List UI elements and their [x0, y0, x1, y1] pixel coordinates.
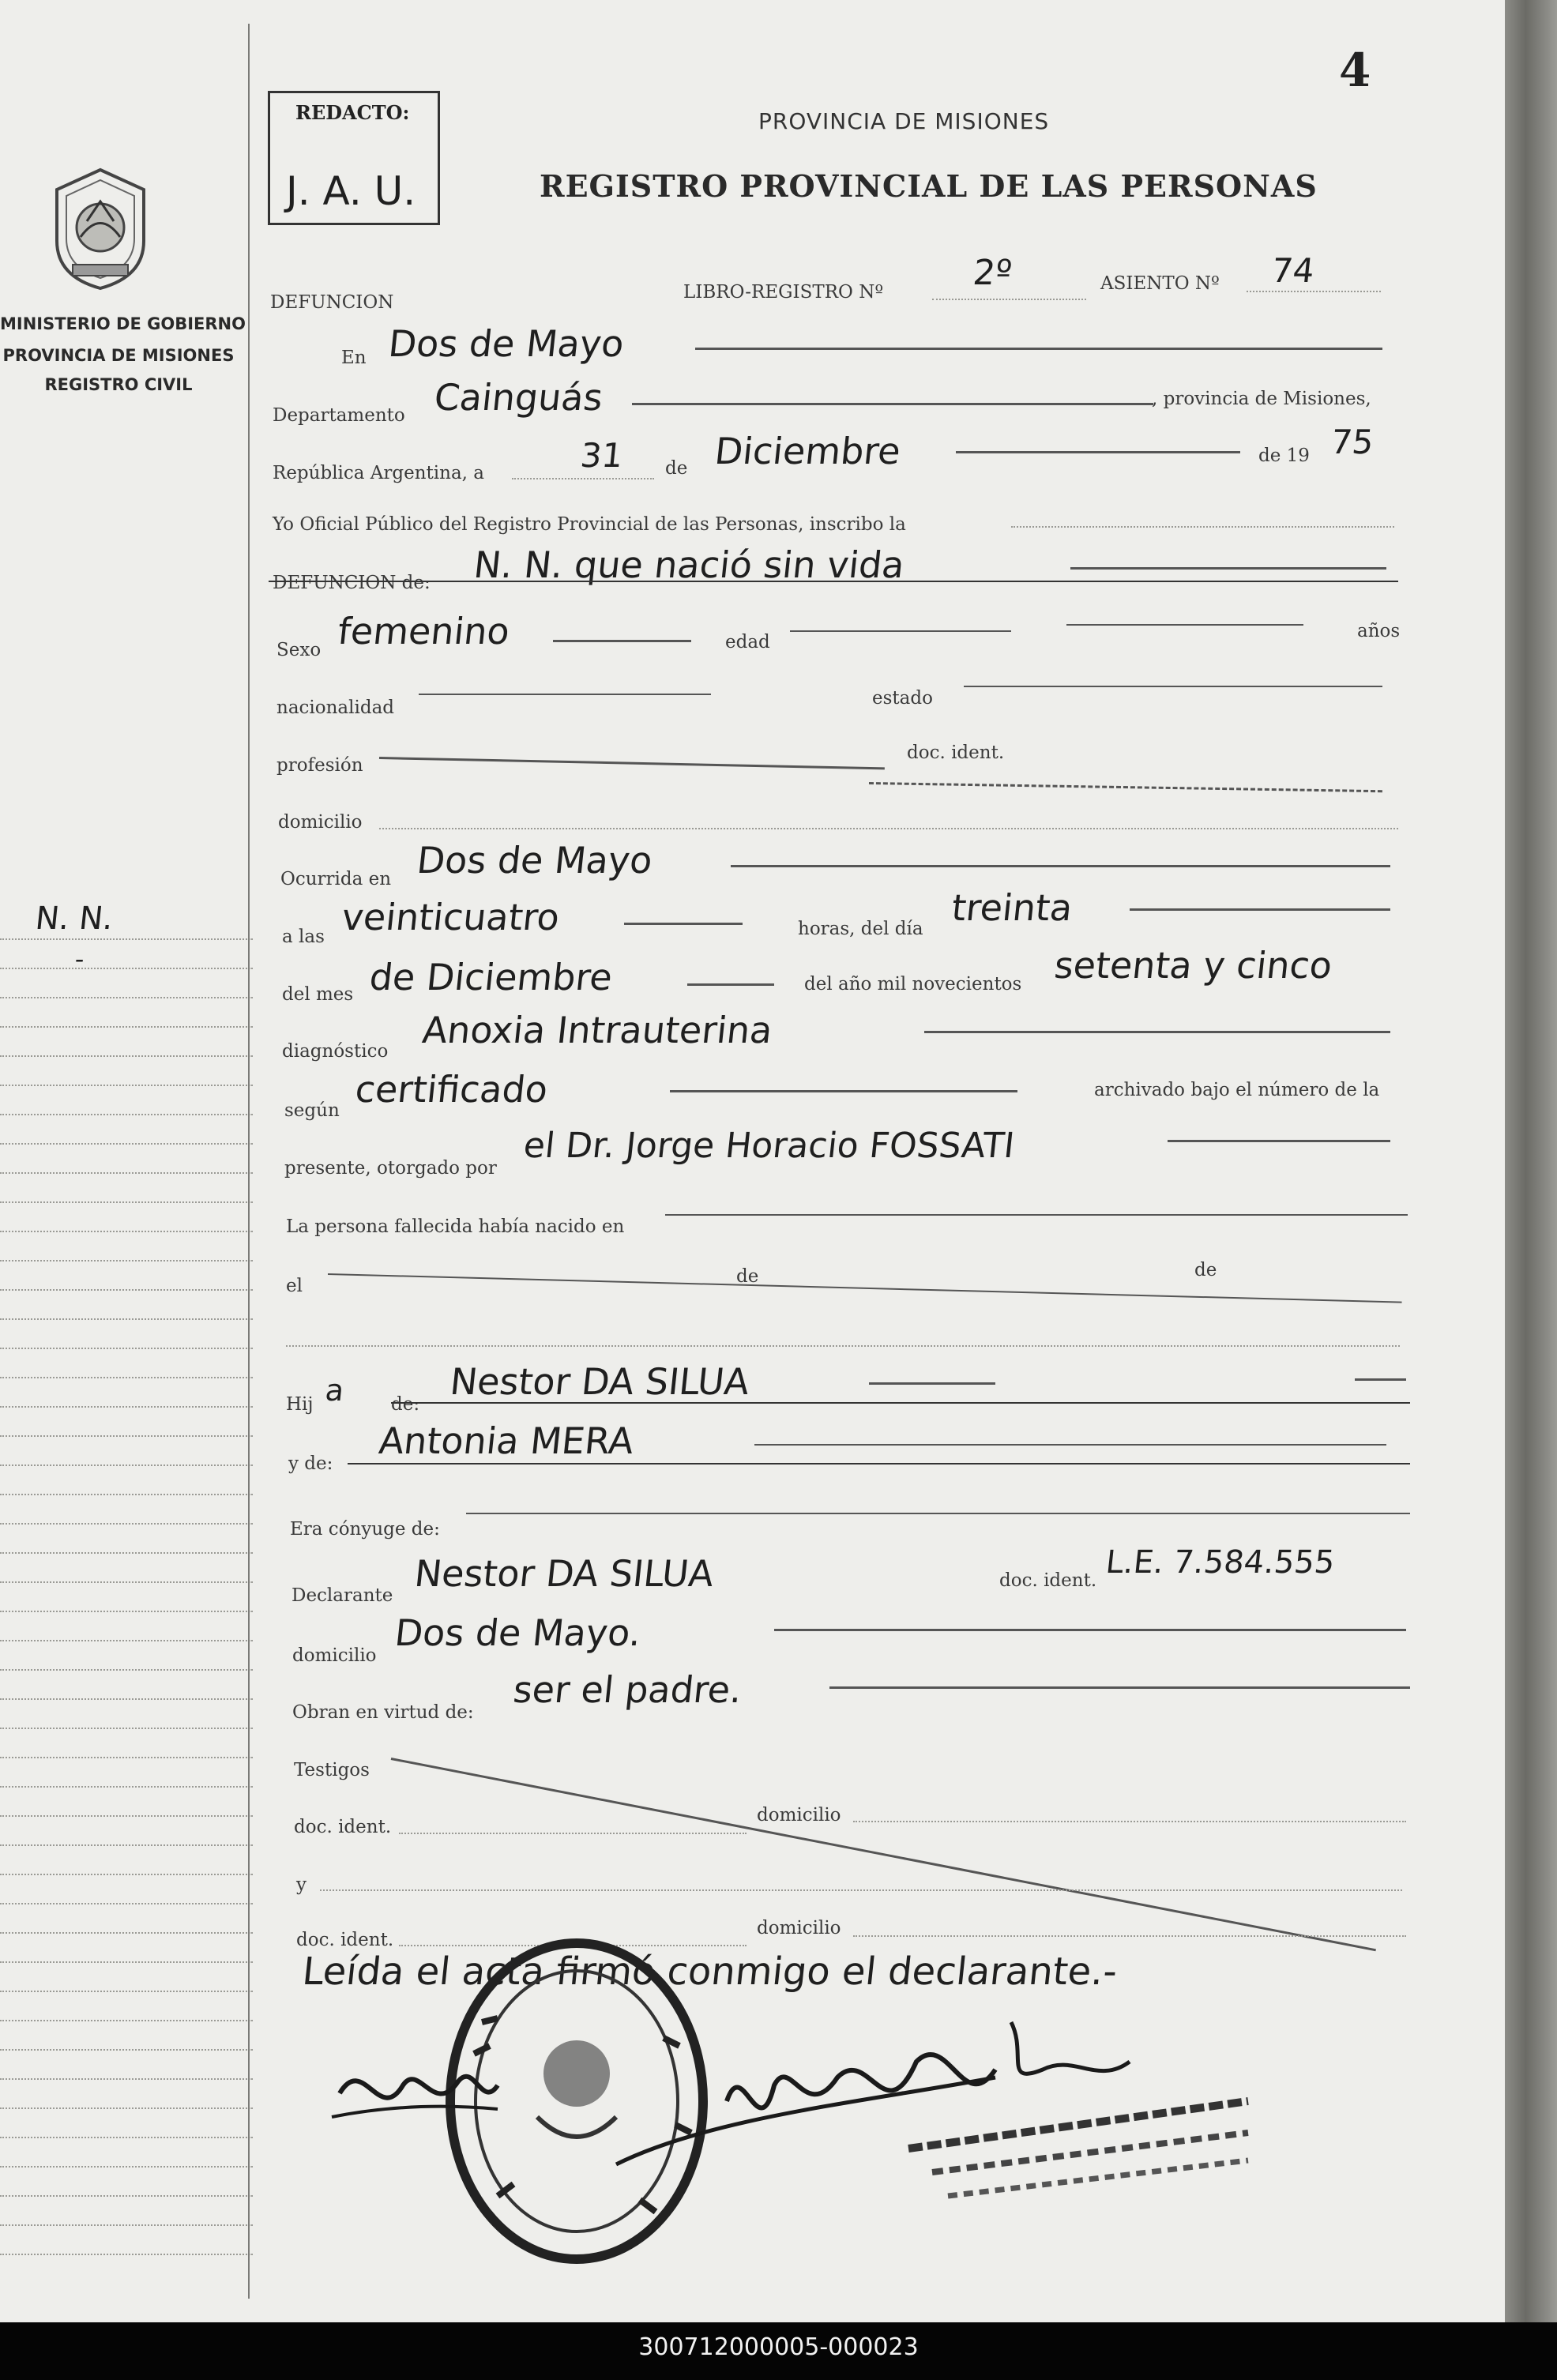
- margin-ruled-line: [0, 1874, 253, 1875]
- margin-ruled-line: [0, 1581, 253, 1583]
- anos-label: años: [1357, 621, 1401, 641]
- oficial-stamp-text-icon: [901, 2093, 1264, 2204]
- decl-domicilio-value: Dos de Mayo.: [393, 1611, 644, 1654]
- obran-fill-line: [829, 1686, 1410, 1689]
- segun-label: según: [284, 1100, 340, 1121]
- hija-suffix: a: [323, 1373, 346, 1408]
- decl-domicilio-label: domicilio: [292, 1645, 377, 1666]
- margin-ruled-line: [0, 1260, 253, 1261]
- margin-ruled-line: [0, 1494, 253, 1495]
- sexo-value: femenino: [336, 610, 512, 652]
- profesion-doc-strike: [869, 782, 1382, 792]
- margin-ruled-line: [0, 1961, 253, 1963]
- mes-fill-line: [956, 451, 1240, 453]
- year-prefix: de 19: [1258, 446, 1310, 466]
- declarante-label: Declarante: [291, 1585, 393, 1606]
- padre-fill-line: [869, 1382, 995, 1385]
- margin-ruled-line: [0, 1757, 253, 1758]
- del-mes-label: del mes: [282, 984, 354, 1005]
- province-heading: PROVINCIA DE MISIONES: [758, 108, 1050, 134]
- year-value: 75: [1329, 423, 1376, 461]
- org-line-provincia: PROVINCIA DE MISIONES: [2, 346, 235, 365]
- hija-de-label: de:: [391, 1394, 420, 1415]
- margin-ruled-line: [0, 1201, 253, 1203]
- footer-code: 300712000005-000023: [638, 2333, 919, 2361]
- misiones-coat-of-arms-icon: [49, 166, 152, 292]
- margin-ruled-line: [0, 1552, 253, 1554]
- dia-line: [512, 478, 654, 479]
- margin-ruled-line: [0, 2195, 253, 2197]
- domicilio-line: [379, 828, 1398, 829]
- madre-underline: [348, 1463, 1410, 1464]
- redacto-value: J. A. U.: [286, 168, 416, 214]
- margin-ruled-line: [0, 2137, 253, 2138]
- en-label: En: [341, 348, 367, 368]
- margin-ruled-line: [0, 1085, 253, 1086]
- t1-doc-label: doc. ident.: [294, 1817, 392, 1837]
- libro-label: LIBRO-REGISTRO Nº: [683, 282, 884, 303]
- el-de2-label: de: [1194, 1260, 1217, 1280]
- departamento-fill-line: [632, 403, 1153, 405]
- org-line-registro: REGISTRO CIVIL: [44, 375, 193, 394]
- margin-ruled-line: [0, 1318, 253, 1320]
- presente-fill-line: [1168, 1140, 1390, 1142]
- dia-texto-value: treinta: [950, 886, 1075, 929]
- declarante-value: Nestor DA SILUA: [412, 1552, 716, 1595]
- conyuge-fill-line: [466, 1513, 1410, 1514]
- margin-dash: -: [73, 944, 86, 974]
- margin-ruled-line: [0, 2224, 253, 2226]
- padre-value: Nestor DA SILUA: [448, 1360, 752, 1403]
- estado-fill-line: [964, 686, 1382, 687]
- margin-ruled-line: [0, 938, 253, 940]
- en-fill-line: [695, 348, 1382, 350]
- del-ano-value: setenta y cinco: [1052, 944, 1334, 987]
- margin-ruled-line: [0, 1698, 253, 1700]
- y-de-label: y de:: [288, 1453, 333, 1474]
- page-fold-line: [248, 24, 250, 2299]
- margin-ruled-line: [0, 1348, 253, 1349]
- margin-ruled-line: [0, 1435, 253, 1437]
- asiento-value: 74: [1269, 251, 1317, 290]
- margin-ruled-line: [0, 1669, 253, 1671]
- margin-ruled-line: [0, 2254, 253, 2255]
- archivado-label: archivado bajo el número de la: [1094, 1080, 1380, 1100]
- oficial-text: Yo Oficial Público del Registro Provincial de las Personas, inscribo la: [273, 514, 906, 535]
- diagnostico-fill-line: [924, 1031, 1390, 1033]
- presente-value: el Dr. Jorge Horacio FOSSATI: [521, 1126, 1017, 1166]
- madre-value: Antonia MERA: [377, 1419, 636, 1462]
- del-mes-value: de Diciembre: [367, 956, 615, 998]
- libro-line: [932, 299, 1086, 300]
- hija-label: Hij: [286, 1394, 314, 1415]
- margin-name: N. N.: [33, 900, 115, 937]
- margin-ruled-line: [0, 1172, 253, 1174]
- asiento-line: [1247, 291, 1381, 292]
- margin-ruled-line: [0, 997, 253, 998]
- margin-ruled-line: [0, 1903, 253, 1904]
- page-number: 4: [1339, 43, 1371, 97]
- footer-bar: [0, 2322, 1557, 2380]
- margin-ruled-line: [0, 1611, 253, 1612]
- margin-ruled-line: [0, 1464, 253, 1466]
- defuncion-de-label: DEFUNCION de:: [273, 573, 431, 593]
- margin-ruled-line: [0, 1523, 253, 1525]
- margin-ruled-line: [0, 1055, 253, 1057]
- del-mes-fill-line: [687, 983, 774, 986]
- t2-domicilio-line: [853, 1935, 1406, 1937]
- margin-ruled-line: [0, 2020, 253, 2021]
- el-label: el: [286, 1276, 303, 1296]
- y-label: y: [296, 1874, 307, 1895]
- asiento-label: ASIENTO Nº: [1100, 273, 1220, 294]
- en-value: Dos de Mayo: [386, 322, 626, 365]
- defuncion-fill-line: [1070, 567, 1386, 570]
- a-las-fill-line: [624, 923, 743, 925]
- sexo-label: Sexo: [276, 640, 322, 660]
- el-strike-line: [328, 1273, 1402, 1303]
- oficial-line: [1011, 526, 1394, 528]
- margin-ruled-line: [0, 2166, 253, 2168]
- org-line-ministerio: MINISTERIO DE GOBIERNO: [0, 314, 246, 333]
- testigos-label: Testigos: [294, 1760, 370, 1780]
- margin-ruled-line: [0, 1932, 253, 1934]
- margin-ruled-line: [0, 1026, 253, 1028]
- departamento-label: Departamento: [273, 405, 405, 426]
- margin-ruled-line: [0, 1991, 253, 1992]
- el-de1-label: de: [736, 1266, 759, 1287]
- margin-ruled-line: [0, 1786, 253, 1788]
- a-las-value: veinticuatro: [340, 896, 562, 938]
- republica-de-label: de: [665, 458, 688, 479]
- t2-doc-label: doc. ident.: [296, 1930, 394, 1950]
- margin-ruled-line: [0, 1640, 253, 1641]
- margin-ruled-line: [0, 1231, 253, 1232]
- margin-ruled-line: [0, 1114, 253, 1115]
- diagnostico-label: diagnóstico: [282, 1041, 389, 1062]
- dia-value: 31: [578, 436, 626, 475]
- t1-doc-line: [399, 1833, 747, 1834]
- margin-ruled-line: [0, 1815, 253, 1817]
- declarante-doc-label: doc. ident.: [999, 1570, 1097, 1591]
- margin-ruled-line: [0, 1143, 253, 1145]
- estado-label: estado: [872, 688, 933, 709]
- conyuge-label: Era cónyuge de:: [290, 1519, 440, 1540]
- closing-value: Leída el acta firmó conmigo el declarante.-: [300, 1949, 1119, 1994]
- record-type-label: DEFUNCION: [270, 292, 394, 313]
- defuncion-underline: [269, 581, 1398, 582]
- t1-domicilio-line: [853, 1821, 1406, 1822]
- margin-ruled-line: [0, 2107, 253, 2109]
- edad-label: edad: [725, 632, 770, 652]
- ocurrida-fill-line: [731, 865, 1390, 867]
- nacionalidad-fill-line: [419, 694, 711, 695]
- testigos-strike-line: [391, 1758, 1376, 1951]
- del-ano-label: del año mil novecientos: [804, 974, 1022, 994]
- decl-domicilio-fill-line: [774, 1629, 1406, 1631]
- redacto-label: REDACTO:: [295, 101, 410, 124]
- margin-ruled-line: [0, 1728, 253, 1729]
- segun-fill-line: [670, 1090, 1017, 1092]
- ocurrida-value: Dos de Mayo: [415, 839, 655, 882]
- redacto-box: [268, 91, 440, 225]
- t1-domicilio-label: domicilio: [757, 1805, 841, 1825]
- nacionalidad-label: nacionalidad: [276, 697, 395, 718]
- margin-ruled-line: [0, 2049, 253, 2051]
- ocurrida-label: Ocurrida en: [280, 869, 392, 889]
- profesion-label: profesión: [276, 755, 363, 776]
- registry-heading: REGISTRO PROVINCIAL DE LAS PERSONAS: [540, 168, 1318, 204]
- edad-fill-line-2: [1066, 624, 1303, 626]
- defuncion-de-value: N. N. que nació sin vida: [472, 543, 907, 586]
- margin-ruled-line: [0, 1289, 253, 1291]
- margin-ruled-line: [0, 1844, 253, 1846]
- t2-domicilio-label: domicilio: [757, 1918, 841, 1938]
- blank-line: [286, 1345, 1400, 1347]
- domicilio-label: domicilio: [278, 812, 363, 833]
- sexo-fill-line: [553, 640, 691, 642]
- madre-fill-line: [754, 1444, 1386, 1446]
- nacido-fill-line: [665, 1214, 1408, 1216]
- departamento-value: Cainguás: [432, 376, 605, 419]
- libro-value: 2º: [971, 253, 1014, 293]
- padre-underline: [391, 1402, 1410, 1404]
- dia-texto-fill-line: [1130, 908, 1390, 911]
- margin-ruled-line: [0, 1377, 253, 1378]
- provincia-suffix: , provincia de Misiones,: [1152, 389, 1371, 409]
- declarante-doc-value: L.E. 7.584.555: [1104, 1544, 1337, 1581]
- book-binding-edge: [1505, 0, 1557, 2322]
- margin-ruled-line: [0, 2078, 253, 2080]
- margin-ruled-line: [0, 1406, 253, 1408]
- profesion-doc-label: doc. ident.: [907, 743, 1005, 763]
- profesion-strike-line: [379, 757, 885, 769]
- obran-value: ser el padre.: [511, 1668, 744, 1711]
- nacido-label: La persona fallecida había nacido en: [286, 1216, 625, 1237]
- y-line: [320, 1889, 1402, 1891]
- horas-label: horas, del día: [798, 919, 923, 939]
- padre-fill-line-2: [1355, 1378, 1406, 1381]
- presente-label: presente, otorgado por: [284, 1158, 497, 1179]
- obran-label: Obran en virtud de:: [292, 1702, 474, 1723]
- margin-ruled-line: [0, 968, 253, 969]
- mes-value: Diciembre: [713, 430, 903, 472]
- a-las-label: a las: [282, 927, 325, 947]
- republica-label: República Argentina, a: [273, 463, 485, 483]
- diagnostico-value: Anoxia Intrauterina: [420, 1009, 775, 1051]
- segun-value: certificado: [353, 1068, 550, 1111]
- edad-fill-line: [790, 630, 1011, 632]
